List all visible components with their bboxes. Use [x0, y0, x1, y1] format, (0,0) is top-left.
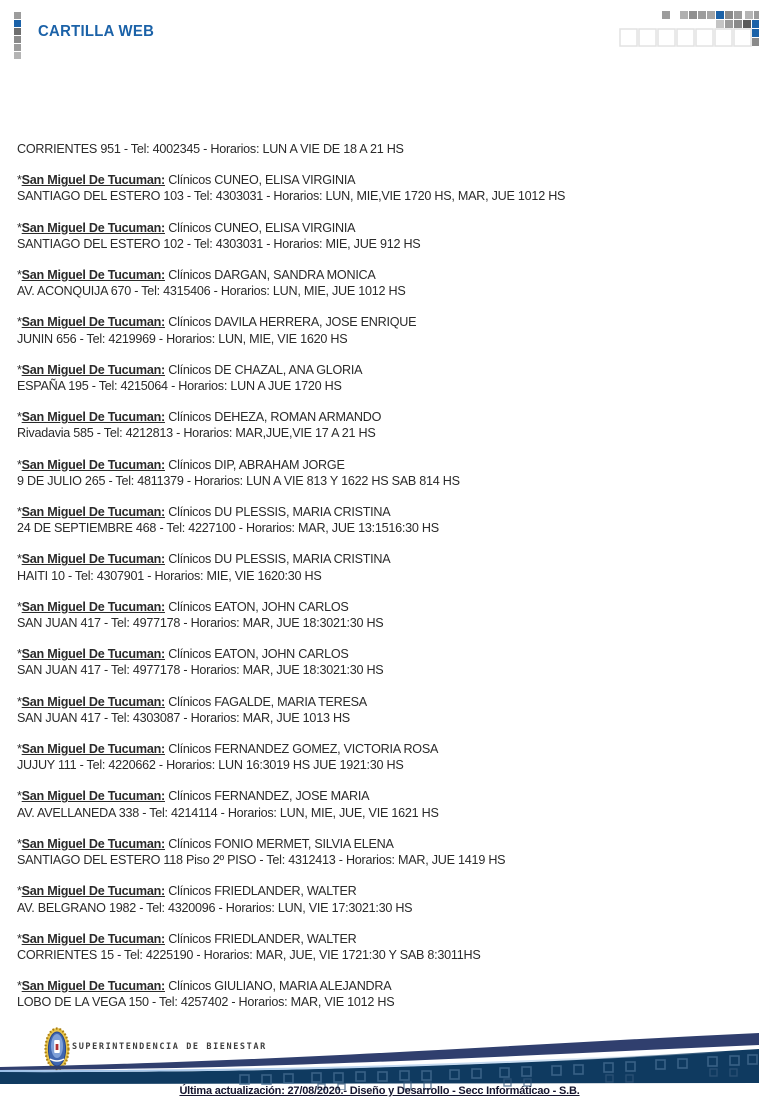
entry-prefix: * [17, 931, 22, 946]
entry-details-line: JUJUY 111 - Tel: 4220662 - Horarios: LUN 16:3019 HS JUE 1921:30 HS [17, 758, 404, 773]
entry-location-label: San Miguel De Tucuman: [21, 410, 165, 425]
entry-details-line: HAITI 10 - Tel: 4307901 - Horarios: MIE, VIE 1620:30 HS [17, 568, 322, 583]
footer-update-text: Última actualización: 27/08/2020.- Diseño y Desarrollo - Secc Informáticao - S.B. [179, 1085, 580, 1097]
directory-entry [17, 220, 749, 252]
logo-square [14, 12, 21, 19]
entry-doctor-name: FERNANDEZ GOMEZ, VICTORIA ROSA [214, 742, 439, 757]
entry-location-label: San Miguel De Tucuman: [21, 742, 165, 757]
directory-entry [17, 836, 749, 868]
entry-doctor-name: DARGAN, SANDRA MONICA [214, 268, 376, 283]
directory-entry [17, 978, 749, 1010]
entry-location-label: San Miguel De Tucuman: [21, 836, 165, 851]
directory-entry [17, 788, 749, 820]
page-footer [0, 1021, 759, 1101]
entry-doctor-name: CUNEO, ELISA VIRGINIA [214, 220, 356, 235]
entry-details-line: SANTIAGO DEL ESTERO 102 - Tel: 4303031 - Horarios: MIE, JUE 912 HS [17, 236, 421, 251]
entry-specialty: Clínicos [168, 268, 212, 283]
entry-doctor-name: DAVILA HERRERA, JOSE ENRIQUE [214, 315, 417, 330]
entry-header-line [17, 457, 749, 473]
entry-specialty: Clínicos [168, 457, 212, 472]
entry-details-line: 24 DE SEPTIEMBRE 468 - Tel: 4227100 - Horarios: MAR, JUE 13:1516:30 HS [17, 521, 439, 536]
entry-header-line [17, 741, 749, 757]
entry-location-label: San Miguel De Tucuman: [21, 979, 165, 994]
entry-location-label: San Miguel De Tucuman: [21, 315, 165, 330]
entry-header-line [17, 267, 749, 283]
entry-header-line [17, 314, 749, 330]
directory-entry [17, 409, 749, 441]
entry-prefix: * [17, 694, 22, 709]
page-header [0, 0, 759, 70]
entry-location-label: San Miguel De Tucuman: [21, 694, 165, 709]
entry-doctor-name: DU PLESSIS, MARIA CRISTINA [214, 552, 391, 567]
entry-specialty: Clínicos [168, 884, 212, 899]
directory-entry [17, 694, 749, 726]
entry-specialty: Clínicos [168, 647, 212, 662]
entry-prefix: * [17, 979, 22, 994]
directory-entry [17, 457, 749, 489]
entry-specialty: Clínicos [168, 836, 212, 851]
directory-entry [17, 646, 749, 678]
entry-specialty: Clínicos [168, 315, 212, 330]
entry-doctor-name: FAGALDE, MARIA TERESA [214, 694, 367, 709]
entry-prefix: * [17, 836, 22, 851]
logo-square [14, 44, 21, 51]
directory-entry [17, 172, 749, 204]
entry-doctor-name: DIP, ABRAHAM JORGE [214, 457, 345, 472]
entry-location-label: San Miguel De Tucuman: [21, 599, 165, 614]
entry-location-label: San Miguel De Tucuman: [21, 931, 165, 946]
page-title: CARTILLA WEB [38, 23, 155, 40]
entry-specialty: Clínicos [168, 505, 212, 520]
entry-location-label: San Miguel De Tucuman: [21, 220, 165, 235]
directory-entry [17, 551, 749, 583]
logo-square [14, 36, 21, 43]
entry-details-line: SAN JUAN 417 - Tel: 4977178 - Horarios: MAR, JUE 18:3021:30 HS [17, 616, 384, 631]
mosaic-decoration-icon [609, 6, 759, 54]
entry-specialty: Clínicos [168, 220, 212, 235]
cartilla-logo-squares-icon [14, 12, 21, 60]
entry-specialty: Clínicos [168, 789, 212, 804]
entry-doctor-name: FRIEDLANDER, WALTER [214, 884, 357, 899]
entry-doctor-name: EATON, JOHN CARLOS [214, 647, 349, 662]
continuation-line: CORRIENTES 951 - Tel: 4002345 - Horarios: LUN A VIE DE 18 A 21 HS [17, 142, 404, 156]
entry-details-line: SAN JUAN 417 - Tel: 4977178 - Horarios: MAR, JUE 18:3021:30 HS [17, 663, 384, 678]
entry-doctor-name: DEHEZA, ROMAN ARMANDO [214, 410, 382, 425]
entry-details-line: LOBO DE LA VEGA 150 - Tel: 4257402 - Horarios: MAR, VIE 1012 HS [17, 995, 395, 1010]
entry-header-line [17, 883, 749, 899]
entry-location-label: San Miguel De Tucuman: [21, 505, 165, 520]
entry-header-line [17, 931, 749, 947]
entry-header-line [17, 646, 749, 662]
entry-location-label: San Miguel De Tucuman: [21, 789, 165, 804]
entry-prefix: * [17, 647, 22, 662]
entry-location-label: San Miguel De Tucuman: [21, 647, 165, 662]
entry-prefix: * [17, 410, 22, 425]
entry-prefix: * [17, 457, 22, 472]
entry-specialty: Clínicos [168, 173, 212, 188]
logo-square [14, 20, 21, 27]
entry-specialty: Clínicos [168, 410, 212, 425]
entry-details-line: Rivadavia 585 - Tel: 4212813 - Horarios: MAR,JUE,VIE 17 A 21 HS [17, 426, 376, 441]
entries-container [17, 172, 749, 1010]
directory-listing [17, 141, 749, 1011]
entry-prefix: * [17, 789, 22, 804]
entry-details-line: AV. BELGRANO 1982 - Tel: 4320096 - Horarios: LUN, VIE 17:3021:30 HS [17, 900, 413, 915]
org-name: SUPERINTENDENCIA DE BIENESTAR [72, 1042, 267, 1052]
entry-prefix: * [17, 220, 22, 235]
entry-details-line: ESPAÑA 195 - Tel: 4215064 - Horarios: LUN A JUE 1720 HS [17, 379, 342, 394]
entry-doctor-name: FRIEDLANDER, WALTER [214, 931, 357, 946]
entry-doctor-name: GIULIANO, MARIA ALEJANDRA [214, 979, 392, 994]
entry-details-line: 9 DE JULIO 265 - Tel: 4811379 - Horarios: LUN A VIE 813 Y 1622 HS SAB 814 HS [17, 473, 460, 488]
entry-location-label: San Miguel De Tucuman: [21, 362, 165, 377]
entry-details-line: AV. AVELLANEDA 338 - Tel: 4214114 - Horarios: LUN, MIE, JUE, VIE 1621 HS [17, 805, 439, 820]
entry-specialty: Clínicos [168, 979, 212, 994]
directory-entry [17, 314, 749, 346]
entry-prefix: * [17, 552, 22, 567]
entry-details-line: SAN JUAN 417 - Tel: 4303087 - Horarios: MAR, JUE 1013 HS [17, 710, 350, 725]
entry-header-line [17, 551, 749, 567]
entry-location-label: San Miguel De Tucuman: [21, 552, 165, 567]
directory-entry [17, 362, 749, 394]
entry-doctor-name: CUNEO, ELISA VIRGINIA [214, 173, 356, 188]
entry-doctor-name: FERNANDEZ, JOSE MARIA [214, 789, 370, 804]
entry-prefix: * [17, 268, 22, 283]
entry-specialty: Clínicos [168, 362, 212, 377]
entry-doctor-name: FONIO MERMET, SILVIA ELENA [214, 836, 394, 851]
entry-specialty: Clínicos [168, 694, 212, 709]
entry-details-line: SANTIAGO DEL ESTERO 118 Piso 2º PISO - Tel: 4312413 - Horarios: MAR, JUE 1419 HS [17, 853, 506, 868]
entry-specialty: Clínicos [168, 931, 212, 946]
entry-details-line: CORRIENTES 15 - Tel: 4225190 - Horarios: MAR, JUE, VIE 1721:30 Y SAB 8:3011HS [17, 947, 481, 962]
entry-header-line [17, 836, 749, 852]
entry-location-label: San Miguel De Tucuman: [21, 268, 165, 283]
entry-doctor-name: DU PLESSIS, MARIA CRISTINA [214, 505, 391, 520]
entry-doctor-name: EATON, JOHN CARLOS [214, 599, 349, 614]
entry-specialty: Clínicos [168, 742, 212, 757]
entry-location-label: San Miguel De Tucuman: [21, 457, 165, 472]
directory-entry [17, 267, 749, 299]
entry-prefix: * [17, 742, 22, 757]
directory-entry [17, 931, 749, 963]
entry-details-line: AV. ACONQUIJA 670 - Tel: 4315406 - Horarios: LUN, MIE, JUE 1012 HS [17, 284, 406, 299]
entry-header-line [17, 599, 749, 615]
entry-doctor-name: DE CHAZAL, ANA GLORIA [214, 362, 363, 377]
entry-header-line [17, 362, 749, 378]
entry-header-line [17, 694, 749, 710]
directory-entry [17, 741, 749, 773]
directory-entry [17, 599, 749, 631]
directory-entry [17, 504, 749, 536]
entry-header-line [17, 220, 749, 236]
footer-swoosh-decoration [0, 1030, 759, 1090]
entry-header-line [17, 788, 749, 804]
entry-details-line: SANTIAGO DEL ESTERO 103 - Tel: 4303031 - Horarios: LUN, MIE,VIE 1720 HS, MAR, JUE 1012 HS [17, 189, 566, 204]
entry-details-line: JUNIN 656 - Tel: 4219969 - Horarios: LUN, MIE, VIE 1620 HS [17, 331, 348, 346]
entry-prefix: * [17, 173, 22, 188]
entry-prefix: * [17, 884, 22, 899]
entry-prefix: * [17, 505, 22, 520]
logo-square [14, 52, 21, 59]
logo-square [14, 28, 21, 35]
entry-prefix: * [17, 599, 22, 614]
entry-header-line [17, 504, 749, 520]
entry-location-label: San Miguel De Tucuman: [21, 884, 165, 899]
entry-specialty: Clínicos [168, 599, 212, 614]
entry-specialty: Clínicos [168, 552, 212, 567]
entry-header-line [17, 409, 749, 425]
entry-header-line [17, 978, 749, 994]
directory-entry [17, 883, 749, 915]
entry-prefix: * [17, 315, 22, 330]
entry-header-line [17, 172, 749, 188]
entry-location-label: San Miguel De Tucuman: [21, 173, 165, 188]
entry-prefix: * [17, 362, 22, 377]
